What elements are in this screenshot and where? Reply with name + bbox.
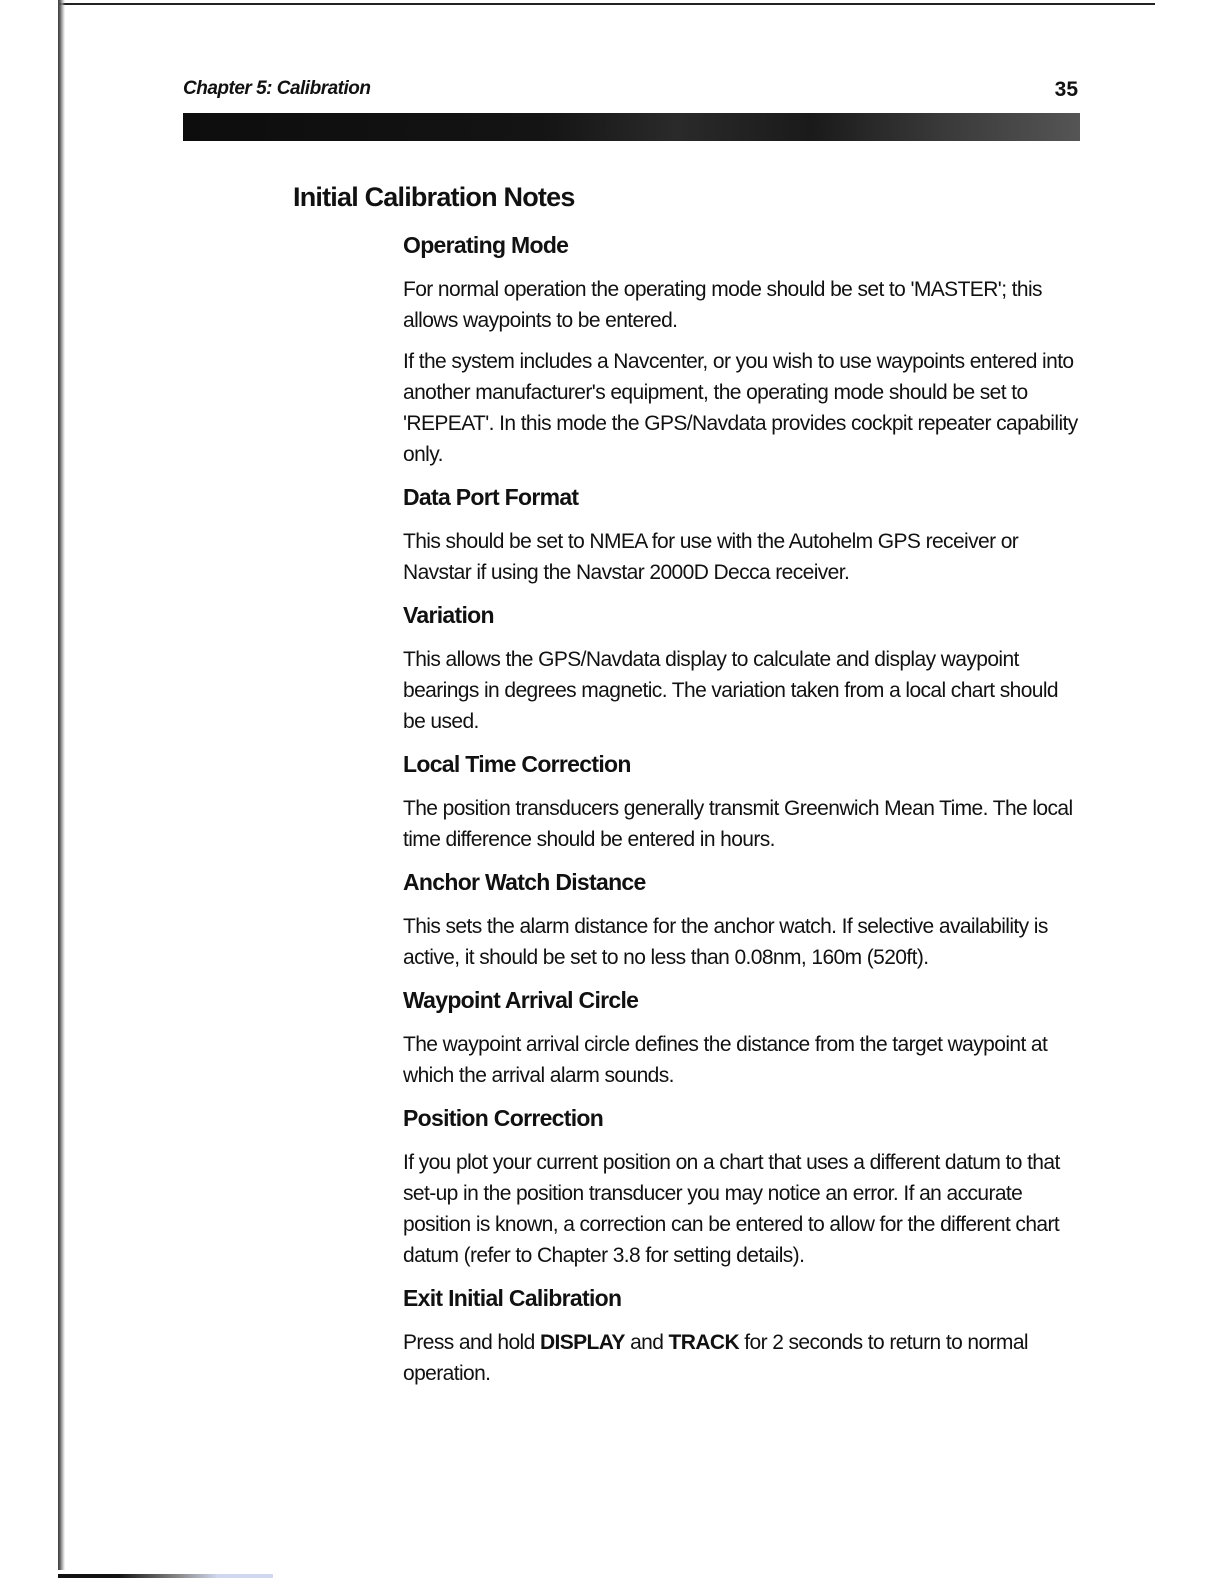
subsection-heading: Position Correction	[403, 1105, 604, 1131]
paragraph: This sets the alarm distance for the anchor watch. If selective availability is active, it should be set to no less than 0.08nm, 160m (520ft).	[403, 915, 1048, 969]
subsection-heading: Anchor Watch Distance	[403, 869, 646, 895]
subsection-heading: Local Time Correction	[403, 751, 631, 777]
paragraph: If you plot your current position on a chart that uses a different datum to that set-up in the position transducer you may notice an error. If an accurate position is known, a correction can be entered to allow for the different chart datum (refer to Chapter 3.8 for setting details).	[403, 1151, 1060, 1267]
subsection-exit-initial-calibration	[403, 1283, 1083, 1389]
paragraph: This should be set to NMEA for use with the Autohelm GPS receiver or Navstar if using the Navstar 2000D Decca receiver.	[403, 530, 1019, 584]
paragraph: If the system includes a Navcenter, or you wish to use waypoints entered into another manufacturer's equipment, the operating mode should be set to 'REPEAT'. In this mode the GPS/Navdata provides cockpit repeater capability only.	[403, 350, 1078, 466]
paragraph: The waypoint arrival circle defines the distance from the target waypoint at which the arrival alarm sounds.	[403, 1033, 1048, 1087]
subsection-operating-mode	[403, 230, 1083, 470]
subsection-data-port-format	[403, 482, 1083, 588]
scan-top-edge	[60, 3, 1155, 5]
section-title: Initial Calibration Notes	[293, 182, 575, 212]
subsection-heading: Variation	[403, 602, 494, 628]
subsection-heading: Data Port Format	[403, 484, 579, 510]
paragraph: The position transducers generally transmit Greenwich Mean Time. The local time difference should be entered in hours.	[403, 797, 1073, 851]
subsection-heading: Operating Mode	[403, 232, 569, 258]
subsection-waypoint-arrival-circle	[403, 985, 1083, 1091]
paragraph	[403, 1327, 1083, 1389]
chapter-label: Chapter 5: Calibration	[183, 78, 371, 99]
subsection-position-correction	[403, 1103, 1083, 1271]
paragraph: This allows the GPS/Navdata display to calculate and display waypoint bearings in degrees magnetic. The variation taken from a local chart should be used.	[403, 648, 1059, 733]
subsection-heading: Exit Initial Calibration	[403, 1285, 622, 1311]
content-body	[403, 230, 1083, 1401]
scan-bottom-edge	[58, 1574, 273, 1578]
scan-binding-edge	[58, 0, 65, 1570]
paragraph: For normal operation the operating mode should be set to 'MASTER'; this allows waypoints to be entered.	[403, 278, 1042, 332]
paragraph-text: and	[624, 1331, 669, 1354]
paragraph-text: Press and hold	[403, 1331, 540, 1354]
subsection-heading: Waypoint Arrival Circle	[403, 987, 639, 1013]
track-key-label: TRACK	[668, 1331, 740, 1354]
paragraph-text: for 2 seconds to return to normal operation.	[403, 1331, 1028, 1385]
header-rule-bar	[183, 113, 1080, 141]
subsection-local-time-correction	[403, 749, 1083, 855]
page-number: 35	[1054, 78, 1078, 101]
display-key-label: DISPLAY	[539, 1331, 625, 1354]
subsection-anchor-watch-distance	[403, 867, 1083, 973]
subsection-variation	[403, 600, 1083, 737]
running-header	[183, 76, 1080, 104]
